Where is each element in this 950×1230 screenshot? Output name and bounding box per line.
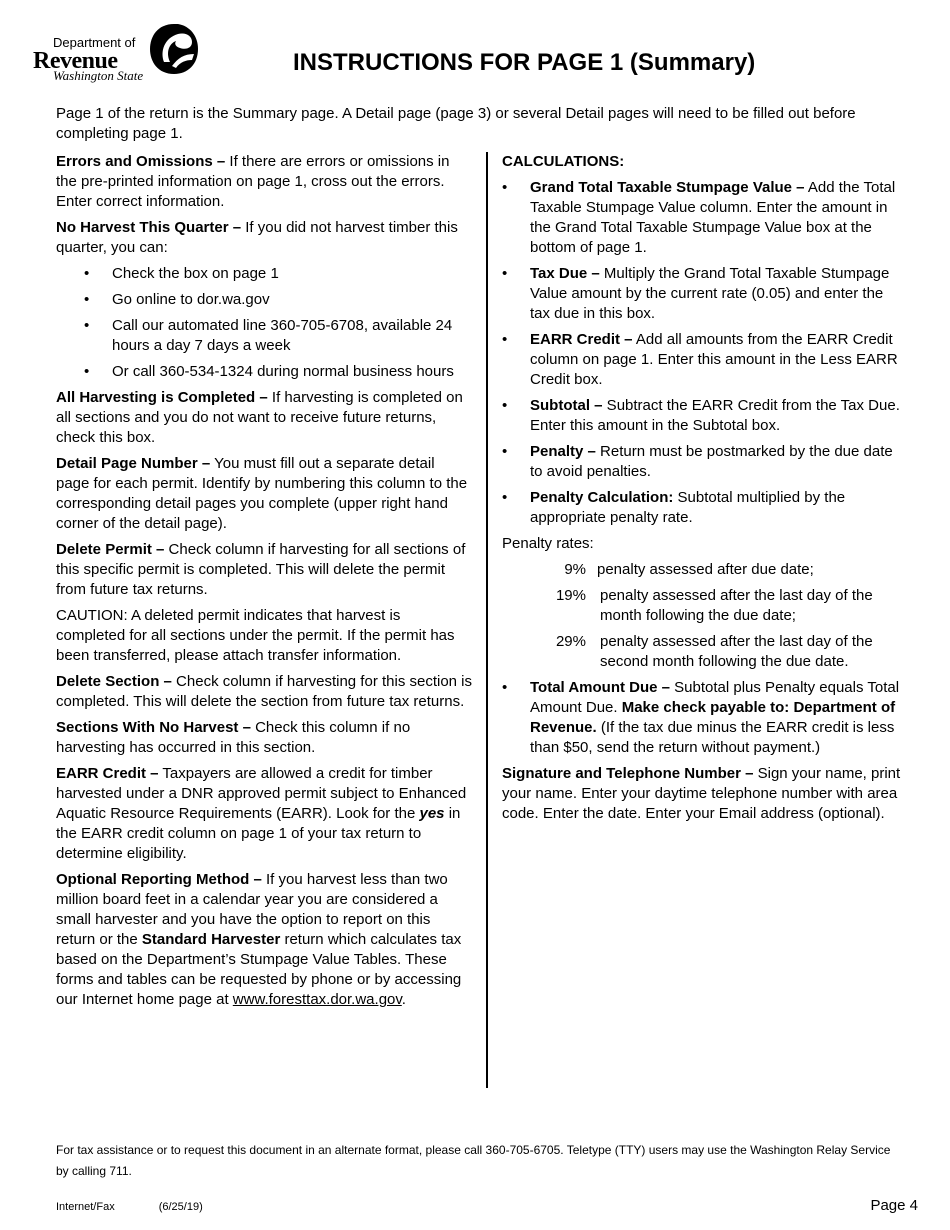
page-title: INSTRUCTIONS FOR PAGE 1 (Summary) xyxy=(293,49,756,76)
logo-swirl-icon xyxy=(148,22,200,76)
total-amount-list xyxy=(502,678,902,758)
logo-state-text: Washington State xyxy=(53,68,144,83)
list-item: • Total Amount Due – Subtotal plus Penalty equals Total Amount Due. Make check payable to: Department of Revenue. (If the tax due minus the EARR credit is less than $50, send the return without payment.) xyxy=(502,679,900,756)
page-number: Page 4 xyxy=(870,1197,918,1214)
list-item: • Tax Due – Multiply the Grand Total Taxable Stumpage Value amount by the current rate (0.05) and enter the tax due in this box. xyxy=(502,265,890,322)
bullet-icon: • xyxy=(502,179,508,196)
penalty-rate-row: 19% penalty assessed after the last day of the month following the due date; xyxy=(555,587,873,624)
list-item: • Grand Total Taxable Stumpage Value – Add the Total Taxable Stumpage Value column. Enter the amount in the Grand Total Taxable Stumpage Value box at the bottom of page 1. xyxy=(502,179,896,256)
bullet-icon: • xyxy=(502,331,508,348)
bullet-icon: • xyxy=(84,317,90,334)
penalty-rate-row: 9% penalty assessed after due date; xyxy=(564,561,814,578)
list-item: • Check the box on page 1 xyxy=(84,265,279,282)
list-item: • Penalty Calculation: Subtotal multiplied by the appropriate penalty rate. xyxy=(502,489,846,526)
errors-omissions-paragraph: Errors and Omissions – If there are errors or omissions in the pre-printed information on page 1, cross out the errors. Enter correct information. xyxy=(56,153,450,210)
bullet-icon: • xyxy=(502,265,508,282)
caution-paragraph: CAUTION: A deleted permit indicates that harvest is completed for all sections under the permit. If the permit has been transferred, please attach transfer information. xyxy=(56,607,455,664)
left-column xyxy=(56,152,472,1016)
no-harvest-options-list xyxy=(56,264,472,382)
bullet-icon: • xyxy=(502,397,508,414)
list-item: • Penalty – Return must be postmarked by the due date to avoid penalties. xyxy=(502,443,893,480)
calculations-list xyxy=(502,178,902,528)
sections-no-harvest-paragraph: Sections With No Harvest – Check this column if no harvesting has occurred in this section. xyxy=(56,719,411,756)
footer-assistance-text: For tax assistance or to request this document in an alternate format, please call 360-705-6705. Teletype (TTY) users may use the Washington Relay Service by calling 711. xyxy=(56,1143,891,1178)
list-item: • EARR Credit – Add all amounts from the EARR Credit column on page 1. Enter this amount in the Less EARR Credit box. xyxy=(502,331,898,388)
earr-credit-paragraph: EARR Credit – Taxpayers are allowed a credit for timber harvested under a DNR approved permit subject to Enhanced Aquatic Resource Requirements (EARR). Look for the yes in the EARR credit column on page 1 of your tax return to determine eligibility. xyxy=(56,765,467,862)
delete-section-paragraph: Delete Section – Check column if harvesting for this section is completed. This will delete the section from future tax returns. xyxy=(56,673,473,710)
detail-page-number-paragraph: Detail Page Number – You must fill out a separate detail page for each permit. Identify by numbering this column to the corresponding detail pages you complete (upper right hand corner of the detail page). xyxy=(56,455,468,532)
bullet-icon: • xyxy=(84,291,90,308)
optional-reporting-paragraph: Optional Reporting Method – If you harvest less than two million board feet in a calendar year you are considered a small harvester and you have the option to report on this return or the Standard Harvester return which calculates tax based on the Department’s Stumpage Value Tables. These forms and tables can be requested by phone or by accessing our Internet home page at www.foresttax.dor.wa.gov. xyxy=(56,871,462,1008)
list-item: • Go online to dor.wa.gov xyxy=(84,291,270,308)
dor-logo xyxy=(33,22,199,86)
bullet-icon: • xyxy=(502,443,508,460)
column-divider xyxy=(486,152,488,1088)
penalty-rates-list xyxy=(502,560,902,672)
bullet-icon: • xyxy=(502,489,508,506)
calculations-heading: CALCULATIONS: xyxy=(502,153,625,170)
penalty-rates-label: Penalty rates: xyxy=(502,535,594,552)
list-item: • Subtotal – Subtract the EARR Credit from the Tax Due. Enter this amount in the Subtotal box. xyxy=(502,397,900,434)
intro-paragraph: Page 1 of the return is the Summary page. A Detail page (page 3) or several Detail pages will need to be filled out before completing page 1. xyxy=(56,105,856,142)
right-column xyxy=(502,152,902,830)
foresttax-link[interactable]: www.foresttax.dor.wa.gov xyxy=(232,991,402,1008)
delete-permit-paragraph: Delete Permit – Check column if harvesting for all sections of this specific permit is completed. This will delete the permit from future tax returns. xyxy=(56,541,466,598)
harvesting-completed-paragraph: All Harvesting is Completed – If harvesting is completed on all sections and you do not want to receive future returns, check this box. xyxy=(56,389,463,446)
list-item: • Or call 360-534-1324 during normal business hours xyxy=(84,363,454,380)
form-version: Internet/Fax (6/25/19) xyxy=(56,1201,203,1213)
no-harvest-paragraph: No Harvest This Quarter – If you did not harvest timber this quarter, you can: xyxy=(56,219,458,256)
bullet-icon: • xyxy=(84,265,90,282)
list-item: • Call our automated line 360-705-6708, available 24 hours a day 7 days a week xyxy=(84,317,453,354)
logo-department-text: Department of xyxy=(53,35,136,50)
penalty-rate-row: 29% penalty assessed after the last day of the second month following the due date. xyxy=(555,633,873,670)
bullet-icon: • xyxy=(502,679,508,696)
logo-revenue-text: Revenue xyxy=(33,48,118,74)
signature-paragraph: Signature and Telephone Number – Sign your name, print your name. Enter your daytime telephone number with area code. Enter the date. Enter your Email address (optional). xyxy=(502,765,901,822)
bullet-icon: • xyxy=(84,363,90,380)
